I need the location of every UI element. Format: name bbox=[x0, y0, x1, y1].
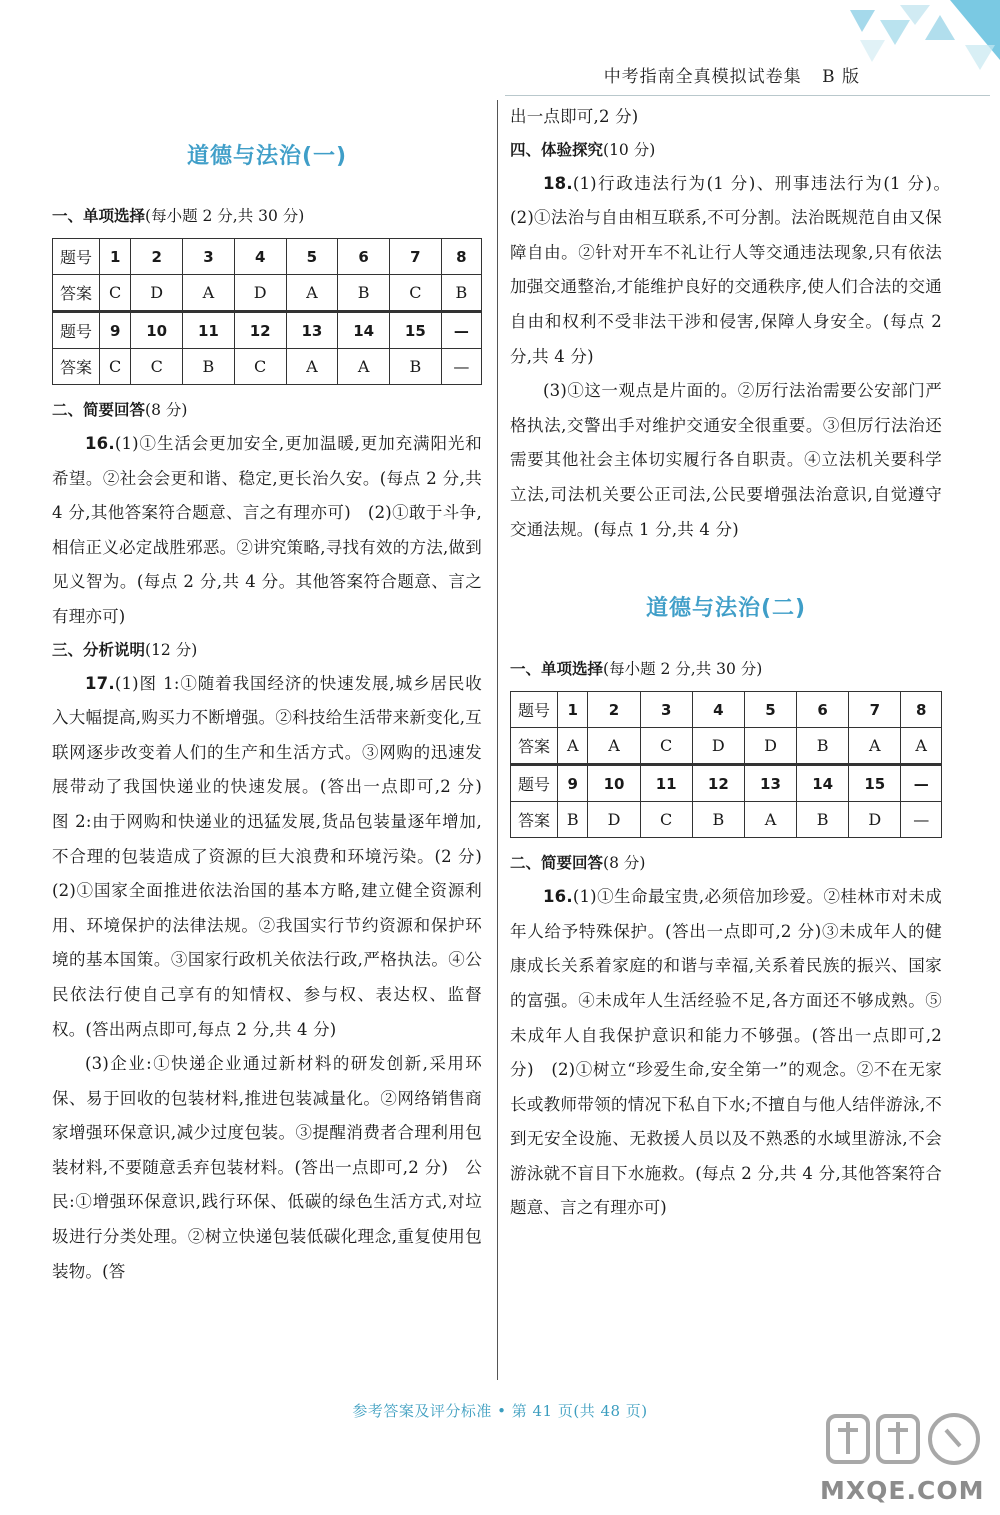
answer-paragraph bbox=[510, 167, 959, 375]
heading-note: (10 分) bbox=[603, 140, 656, 159]
table-cell: C bbox=[640, 802, 692, 838]
table-cell: 10 bbox=[131, 312, 183, 349]
table-cell: B bbox=[441, 275, 481, 312]
table-cell: D bbox=[588, 802, 640, 838]
row-label: 答案 bbox=[53, 275, 100, 312]
table-cell: 3 bbox=[183, 239, 235, 275]
answer-paragraph bbox=[510, 880, 942, 1226]
table-row bbox=[511, 802, 942, 838]
table-cell: 13 bbox=[744, 765, 796, 802]
heading-text: 一、单项选择 bbox=[52, 207, 146, 225]
section-title-1: 道德与法治(一) bbox=[186, 144, 348, 169]
table-cell: 7 bbox=[390, 239, 442, 275]
row-label: 题号 bbox=[53, 312, 100, 349]
watermark-text: MXQE.COM bbox=[820, 1476, 985, 1505]
table-cell: 4 bbox=[234, 239, 286, 275]
table-cell: 14 bbox=[338, 312, 390, 349]
answer-text: 出一点即可,2 分) bbox=[510, 107, 639, 126]
table-cell: 12 bbox=[692, 765, 744, 802]
header-rule bbox=[505, 95, 990, 96]
table-cell: 5 bbox=[286, 239, 338, 275]
table-cell: D bbox=[131, 275, 183, 312]
heading-note: (12 分) bbox=[145, 640, 198, 659]
table-cell: A bbox=[744, 802, 796, 838]
section-heading bbox=[52, 203, 482, 229]
answer-paragraph bbox=[510, 374, 942, 547]
table-cell: 11 bbox=[640, 765, 692, 802]
answer-text: (1)①生活会更加安全,更加温暖,更加充满阳光和希望。②社会会更和谐、稳定,更长治久安。(每点 2 分,共 4 分,其他答案符合题意、言之有理亦可) (2)①敢于斗争,相信正义必定战胜邪恶。②讲究策略,寻找有效的方法,做到见义智为。(每点 2 分,共 4 分。其他答案符合题意、言之有理亦可) bbox=[52, 434, 482, 626]
table-row bbox=[511, 765, 942, 802]
table-cell: 6 bbox=[338, 239, 390, 275]
section-title-2: 道德与法治(二) bbox=[645, 596, 807, 622]
table-cell: B bbox=[558, 802, 588, 838]
table-cell: 6 bbox=[797, 692, 849, 728]
question-number: 16. bbox=[543, 887, 573, 907]
table-row bbox=[53, 239, 482, 275]
table-cell: A bbox=[183, 275, 235, 312]
answer-text: (1)图 1:①随着我国经济的快速发展,城乡居民收入大幅提高,购买力不断增强。②科技给生活带来新变化,互联网逐步改变着人们的生产和生活方式。③网购的迅速发展带动了我国快递业的快速发展。(答出一点即可,2 分) 图 2:由于网购和快递业的迅猛发展,货品包装量逐年增加,不合理的包装造成了资源的巨大浪费和环境污染。(2 分) (2)①国家全面推进依法治国的基本方略,建立健全资源利用、环境保护的法律法规。②我国实行节约资源和保护环境的基本国策。③国家行政机关依法行政,严格执法。④公民依法行使自己享有的知情权、参与权、表达权、监督权。(答出两点即可,每点 2 分,共 4 分) bbox=[52, 673, 499, 1039]
section-heading bbox=[510, 656, 942, 682]
table-cell: D bbox=[849, 802, 901, 838]
table-cell: 7 bbox=[849, 692, 901, 728]
heading-note: (8 分) bbox=[145, 401, 188, 419]
table-cell: 13 bbox=[286, 312, 338, 349]
answer-text: (3)企业:①快递企业通过新材料的研发创新,采用环保、易于回收的包装材料,推进包装减量化。②网络销售商家增强环保意识,减少过度包装。③提醒消费者合理利用包装材料,不要随意丢弃包装材料。(答出一点即可,2 分) 公民:①增强环保意识,践行环保、低碳的绿色生活方式,对垃圾进行分类处理。②树立快递包装低碳化理念,重复使用包装物。(答 bbox=[52, 1054, 482, 1281]
table-cell: 1 bbox=[558, 692, 588, 728]
row-label: 答案 bbox=[53, 349, 100, 385]
table-cell: 4 bbox=[692, 692, 744, 728]
heading-note: (每小题 2 分,共 30 分) bbox=[145, 207, 305, 225]
answer-text: (3)①这一观点是片面的。②厉行法治需要公安部门严格执法,交警出手对维护交通安全很重要。③但厉行法治还需要其他社会主体切实履行各自职责。④立法机关要科学立法,司法机关要公正司法,公民要增强法治意识,自觉遵守交通法规。(每点 1 分,共 4 分) bbox=[510, 381, 942, 539]
heading-text: 二、简要回答 bbox=[52, 401, 146, 419]
section-heading bbox=[52, 637, 482, 663]
table-cell: 12 bbox=[234, 312, 286, 349]
table-cell: 15 bbox=[390, 312, 442, 349]
table-cell: A bbox=[901, 728, 942, 765]
table-cell: C bbox=[100, 349, 131, 385]
answer-table-2 bbox=[510, 691, 942, 838]
answer-table-1 bbox=[52, 238, 482, 385]
table-cell: 2 bbox=[131, 239, 183, 275]
book-edition: B 版 bbox=[822, 67, 860, 87]
table-cell: 5 bbox=[744, 692, 796, 728]
row-label: 题号 bbox=[511, 692, 558, 728]
table-cell: D bbox=[234, 275, 286, 312]
table-cell: 2 bbox=[588, 692, 640, 728]
section-heading bbox=[52, 397, 482, 423]
table-cell: B bbox=[797, 802, 849, 838]
table-cell: 3 bbox=[640, 692, 692, 728]
row-label: 题号 bbox=[53, 239, 100, 275]
question-number: 18. bbox=[543, 173, 573, 193]
table-cell: — bbox=[901, 802, 942, 838]
table-cell: 11 bbox=[183, 312, 235, 349]
table-cell: 9 bbox=[558, 765, 588, 802]
table-cell: 15 bbox=[849, 765, 901, 802]
column-divider bbox=[497, 100, 498, 1380]
table-cell: — bbox=[441, 349, 481, 385]
table-cell: C bbox=[100, 275, 131, 312]
table-cell: — bbox=[901, 765, 942, 802]
answer-paragraph bbox=[52, 427, 482, 635]
table-cell: A bbox=[849, 728, 901, 765]
table-cell: C bbox=[390, 275, 442, 312]
table-row bbox=[511, 692, 942, 728]
table-cell: B bbox=[338, 275, 390, 312]
table-cell: C bbox=[640, 728, 692, 765]
answer-paragraph bbox=[52, 1047, 482, 1289]
table-cell: A bbox=[286, 349, 338, 385]
heading-text: 一、单项选择 bbox=[510, 660, 604, 679]
heading-note: (8 分) bbox=[603, 854, 646, 873]
answer-paragraph bbox=[52, 667, 499, 1048]
table-cell: 10 bbox=[588, 765, 640, 802]
table-cell: A bbox=[558, 728, 588, 765]
table-cell: 14 bbox=[797, 765, 849, 802]
table-cell: A bbox=[338, 349, 390, 385]
question-number: 17. bbox=[85, 673, 115, 693]
table-cell: B bbox=[183, 349, 235, 385]
book-header bbox=[604, 62, 860, 87]
table-cell: D bbox=[744, 728, 796, 765]
section-heading bbox=[510, 137, 942, 163]
table-row bbox=[53, 275, 482, 312]
table-cell: B bbox=[797, 728, 849, 765]
answer-text: (1)行政违法行为(1 分)、刑事违法行为(1 分)。 (2)①法治与自由相互联系,不可分割。法治既规范自由又保障自由。②针对开车不礼让行人等交通违法现象,只有依法加强交通整治,才能维护良好的交通秩序,使人们合法的交通自由和权利不受非法干涉和侵害,保障人身安全。(每点 2 分,共 4 分) bbox=[510, 173, 959, 366]
section-heading bbox=[510, 850, 942, 876]
row-label: 答案 bbox=[511, 802, 558, 838]
table-cell: D bbox=[692, 728, 744, 765]
heading-text: 三、分析说明 bbox=[52, 640, 146, 659]
table-cell: B bbox=[692, 802, 744, 838]
table-cell: 8 bbox=[901, 692, 942, 728]
heading-text: 二、简要回答 bbox=[510, 854, 604, 873]
book-title: 中考指南全真模拟试卷集 bbox=[603, 67, 802, 87]
table-cell: 8 bbox=[441, 239, 481, 275]
table-cell: A bbox=[588, 728, 640, 765]
question-number: 16. bbox=[85, 434, 115, 453]
table-row bbox=[511, 728, 942, 765]
table-cell: B bbox=[390, 349, 442, 385]
table-row bbox=[53, 312, 482, 349]
heading-text: 四、体验探究 bbox=[510, 140, 604, 159]
row-label: 题号 bbox=[511, 765, 558, 802]
answer-text: (1)①生命最宝贵,必须倍加珍爱。②桂林市对未成年人给予特殊保护。(答出一点即可,2 分)③未成年人的健康成长关系着家庭的和谐与幸福,关系着民族的振兴、国家的富强。④未成年人生活经验不足,各方面还不够成熟。⑤未成年人自我保护意识和能力不够强。(答出一点即可,2 分) (2)①树立“珍爱生命,安全第一”的观念。②不在无家长或教师带领的情况下私自下水;不擅自与他人结伴游泳,不到无安全设施、无救援人员以及不熟悉的水域里游泳,不会游泳就不盲目下水施救。(每点 2 分,共 4 分,其他答案符合题意、言之有理亦可) bbox=[510, 887, 942, 1218]
page-footer: 参考答案及评分标准 • 第 41 页(共 48 页) bbox=[352, 1402, 648, 1420]
table-row bbox=[53, 349, 482, 385]
heading-note: (每小题 2 分,共 30 分) bbox=[603, 660, 763, 679]
left-column bbox=[52, 95, 499, 1289]
table-cell: A bbox=[286, 275, 338, 312]
table-cell: 9 bbox=[100, 312, 131, 349]
table-cell: 1 bbox=[100, 239, 131, 275]
table-cell: C bbox=[234, 349, 286, 385]
table-cell: — bbox=[441, 312, 481, 349]
right-column bbox=[510, 100, 959, 1226]
table-cell: C bbox=[131, 349, 183, 385]
row-label: 答案 bbox=[511, 728, 558, 765]
answer-paragraph bbox=[510, 100, 942, 135]
